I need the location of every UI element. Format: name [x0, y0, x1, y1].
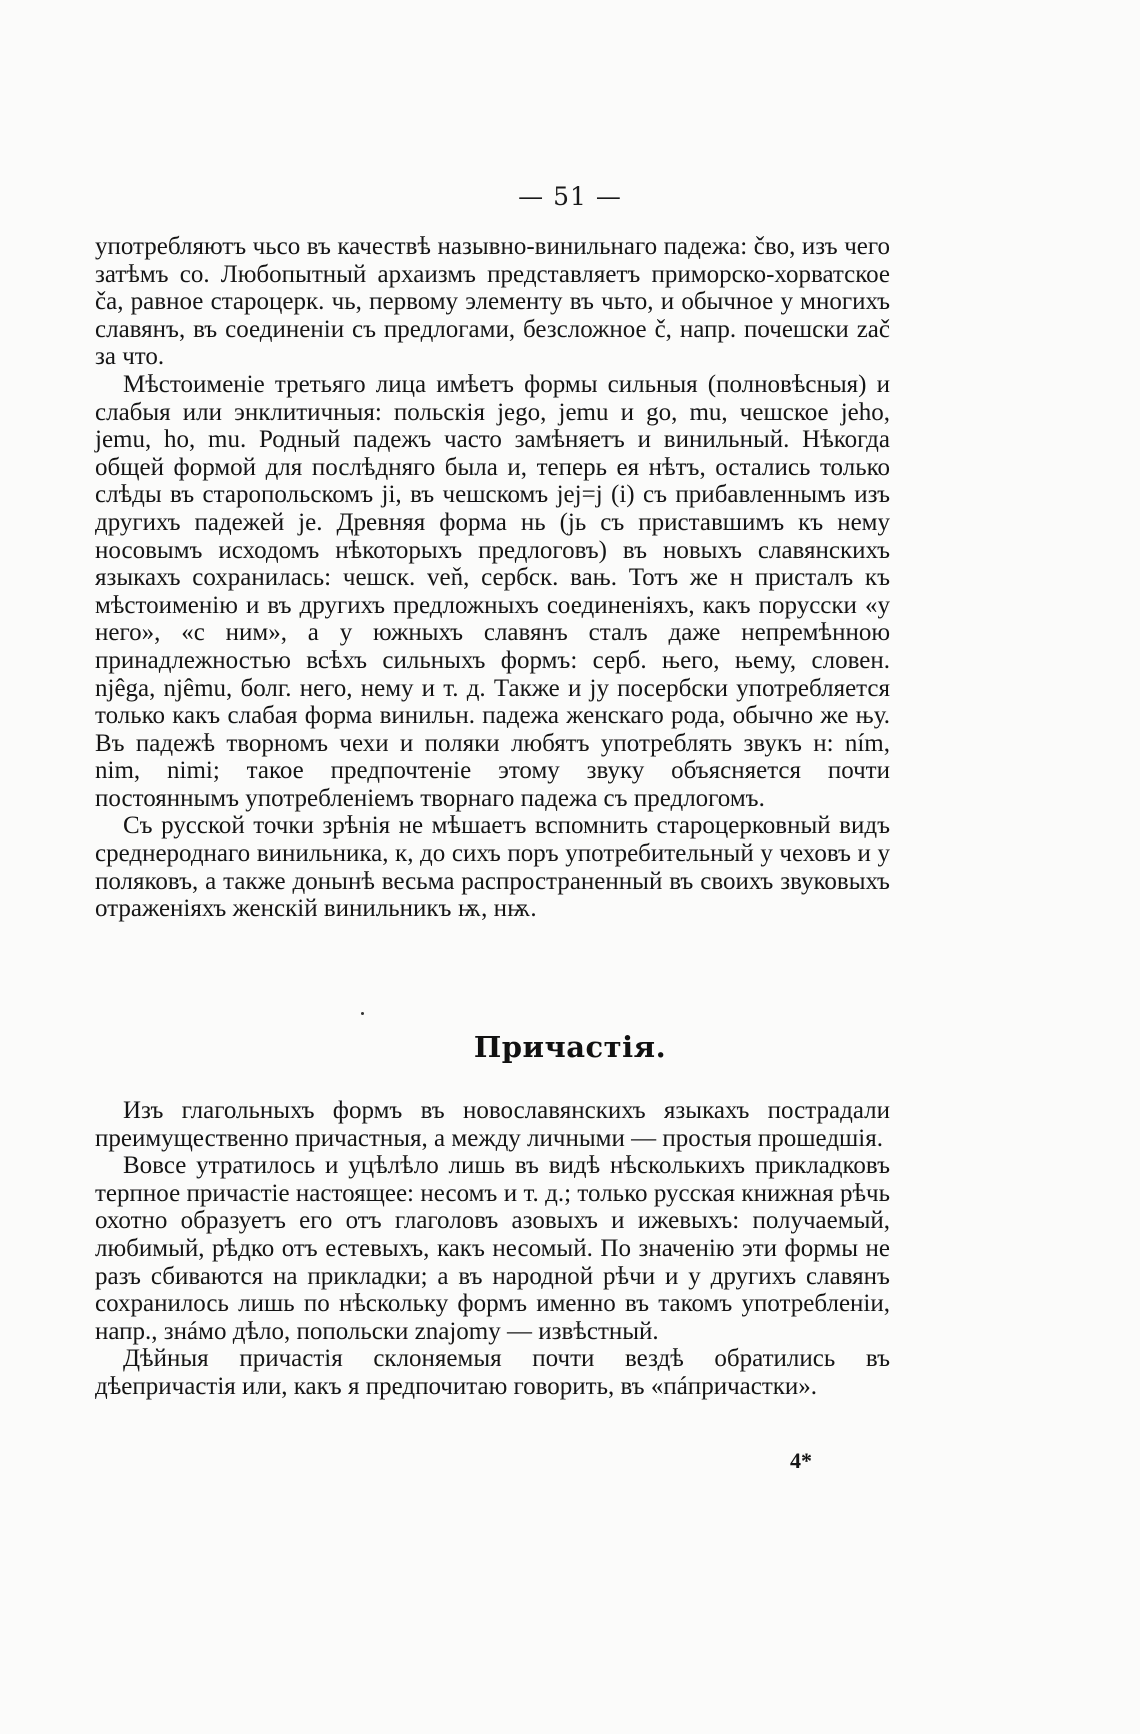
printer-signature-mark: 4*	[790, 1448, 812, 1473]
section-participles	[95, 1097, 890, 1401]
paragraph: Съ русской точки зрѣнія не мѣшаетъ вспомнить староцерковный видъ среднероднаго винильника, к, до сихъ поръ употребительный у чеховъ и у поляковъ, а также донынѣ весьма распространенный въ своихъ звуковыхъ отраженіяхъ женскій винильникъ ѭ, нѭ.	[95, 812, 890, 923]
print-speck	[361, 1012, 364, 1015]
paragraph: употребляютъ чьсо въ качествѣ назывно-винильнаго падежа: čвo, изъ чего затѣмъ co. Любопытный архаизмъ представляетъ приморско-хорватское ča, равное староцерк. чь, первому элементу въ чьто, и обычное у многихъ славянъ, въ соединеніи съ предлогами, безсложное č, напр. почешски zač за что.	[95, 233, 890, 371]
page-number: — 51 —	[518, 182, 622, 211]
paragraph: Дѣйныя причастія склоняемыя почти вездѣ обратились въ дѣепричастія или, какъ я предпочитаю говорить, въ «пáпричастки».	[95, 1345, 890, 1400]
section-pronouns	[95, 233, 890, 923]
paragraph: Мѣстоименіе третьяго лица имѣетъ формы сильныя (полновѣсныя) и слабыя или энклитичныя: польскія jego, jemu и go, mu, чешское jeho, jemu, ho, mu. Родный падежъ часто замѣняетъ и винильный. Нѣкогда общей формой для послѣдняго была и, теперь ея нѣтъ, остались только слѣды въ старопольскомъ ji, въ чешскомъ jej=j (i) съ прибавленнымъ изъ другихъ падежей je. Древняя форма нь (jь съ приставшимъ къ нему носовымъ исходомъ нѣкоторыхъ предлоговъ) въ новыхъ славянскихъ языкахъ сохранилась: чешск. veň, сербск. вањ. Тотъ же н присталъ къ мѣстоименію и въ другихъ предложныхъ соединеніяхъ, какъ порусски «у него», «с ним», а у южныхъ славянъ сталъ даже непремѣнною принадлежностью всѣхъ сильныхъ формъ: серб. њего, њему, словен. njêga, njêmu, болг. него, нему и т. д. Также и ју посербски употребляется только какъ слабая форма винильн. падежа женскаго рода, обычно же њу. Въ падежѣ творномъ чехи и поляки любятъ употреблять звукъ н: ním, nim, nimi; такое предпочтеніе этому звуку объясняется почти постояннымъ употребленіемъ творнаго падежа съ предлогомъ.	[95, 370, 890, 812]
paragraph: Изъ глагольныхъ формъ въ новославянскихъ языкахъ пострадали преимущественно причастныя, а между личными — простыя прошедшія.	[95, 1097, 890, 1152]
section-heading: Причастія.	[473, 1030, 667, 1064]
paragraph: Вовсе утратилось и уцѣлѣло лишь въ видѣ нѣсколькихъ прикладковъ терпное причастіе настоящее: несомъ и т. д.; только русская книжная рѣчь охотно образуетъ его отъ глаголовъ азовыхъ и ижевыхъ: получаемый, любимый, рѣдко отъ естевыхъ, какъ несомый. По значенію эти формы не разъ сбиваются на прикладки; а въ народной рѣчи и у другихъ славянъ сохранилось лишь по нѣскольку формъ именно въ такомъ употребленіи, напр., знáмо дѣло, попольски znajomy — извѣстный.	[95, 1152, 890, 1345]
